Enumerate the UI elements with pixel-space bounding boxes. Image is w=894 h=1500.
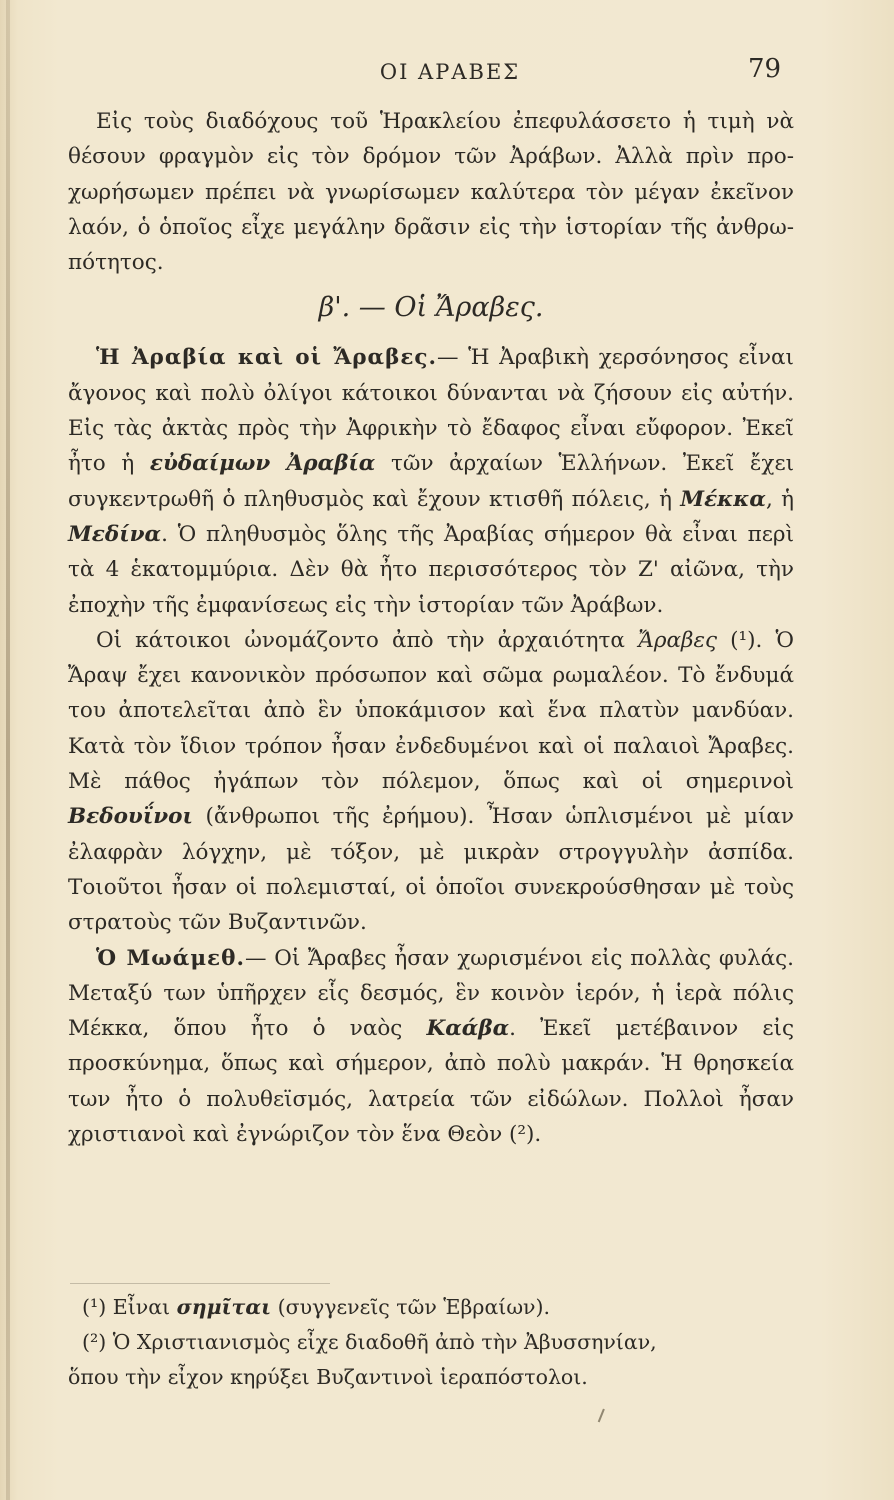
footnote-2 [68, 1325, 794, 1360]
intro-line-4: λαόν, ὁ ὁποῖος εἶχε μεγάλην δρᾶσιν εἰς τὴν ἱστορίαν τῆς ἀνθρω- [68, 214, 794, 240]
emphasis-term: Μέκκα [680, 486, 766, 512]
running-head: ΟΙ ΑΡΑΒΕΣ [379, 60, 521, 84]
footnote-text: (¹) Εἶναι [82, 1295, 171, 1319]
paragraph-text: — Ἡ Ἀραβικὴ χερσόνησος εἶναι ἄγονος καὶ πολὺ ὀλίγοι κάτοικοι δύνανται νὰ ζήσουν εἰς αὐτήν. Εἰς τὰς ἀκτὰς πρὸς τὴν Ἀφρικὴν τὸ ἔδαφος εἶναι εὔφορον. Ἐκεῖ ἦτο ἡ [68, 345, 794, 477]
emphasis-term: σημῖται [176, 1295, 272, 1319]
paragraph-text: τῶν ἀρχαίων Ἑλλήνων. Ἐκεῖ ἔχει συγκεντρωθῆ ὁ πληθυσμὸς καὶ ἔχουν κτισθῆ πόλεις, ἡ [68, 451, 795, 512]
paragraph-text: (ἄνθρωποι τῆς ἐρήμου). Ἦσαν ὡπλισμένοι μὲ μίαν ἐλαφρὰν λόγχην, μὲ τόξον, μὲ μικρὰν στρογγυλὴν ἀσπίδα. Τοιοῦτοι ἦσαν οἱ πολεμισταί, οἱ ὁποῖοι συνεκρούσθησαν μὲ τοὺς στρατοὺς τῶν Βυζαντινῶν. [68, 804, 794, 936]
intro-line-1: Εἰς τοὺς διαδόχους τοῦ Ἡρακλείου ἐπεφυλάσσετο ἡ τιμὴ νὰ [96, 109, 794, 134]
paragraph-heading-mohammed: Ὁ Μωάμεθ. [96, 945, 245, 971]
paragraph-inhabitants [68, 623, 794, 941]
footnote-text: (²) Ὁ Χριστιανισμὸς εἶχε διαδοθῆ ἀπὸ τὴν Ἀβυσσηνίαν, [82, 1330, 657, 1354]
paragraph-text: — Οἱ Ἄραβες ἦσαν χωρισμένοι εἰς πολλὰς φυλάς. Μεταξύ των ὑπῆρχεν εἷς δεσμός, ἓν κοινὸν ἱερόν, ἡ ἱερὰ πόλις Μέκκα, ὅπου ἦτο ὁ ναὸς [68, 945, 794, 1042]
paragraph-mohammed [68, 941, 794, 1153]
footnote-1 [68, 1290, 794, 1325]
emphasis-term: εὐδαίμων Ἀραβία [149, 451, 376, 477]
intro-line-5: πότητος. [68, 250, 164, 276]
page-number: 79 [748, 54, 782, 84]
intro-line-3: χωρήσωμεν πρέπει νὰ γνωρίσωμεν καλύτερα τὸν μέγαν ἐκεῖνον [68, 179, 794, 205]
emphasis-term: Βεδουΐνοι [68, 804, 193, 830]
footnote-2-continuation [68, 1360, 794, 1395]
emphasis-term: Ἄραβες [638, 627, 718, 653]
footnote-text: (συγγενεῖς τῶν Ἑβραίων). [277, 1295, 551, 1319]
paragraph-arabia [68, 340, 794, 622]
paragraph-text: Οἱ κάτοικοι ὠνομάζοντο ἀπὸ τὴν ἀρχαιότητα [96, 627, 625, 653]
emphasis-term: Μεδίνα [68, 521, 162, 547]
paragraph-text: . Ἐκεῖ μετέβαινον εἰς προσκύνημα, ὅπως καὶ σήμερον, ἀπὸ πολὺ μακράν. Ἡ θρησκεία των ἦτο ὁ πολυθεϊσμός, λατρεία τῶν εἰδώλων. Πολλοὶ ἦσαν χριστιανοὶ καὶ ἐγνώριζον τὸν ἕνα Θεὸν (²). [68, 1016, 794, 1148]
footnotes [68, 1290, 794, 1395]
section-title: β'. — Οἱ Ἄραβες. [318, 292, 544, 324]
pencil-mark [598, 1409, 613, 1426]
emphasis-term: Καάβα [426, 1016, 510, 1042]
footnote-text: ὅπου τὴν εἶχον κηρύξει Βυζαντινοὶ ἱεραπόστολοι. [68, 1365, 588, 1389]
main-text [68, 104, 794, 1152]
binding-gutter [6, 0, 10, 1500]
intro-line-2: θέσουν φραγμὸν εἰς τὸν δρόμον τῶν Ἀράβων. Ἀλλὰ πρὶν προ- [68, 144, 794, 170]
intro-paragraph [68, 104, 794, 280]
paragraph-text: . Ὁ πληθυσμὸς ὅλης τῆς Ἀραβίας σήμερον θὰ εἶναι περὶ τὰ 4 ἑκατομμύρια. Δὲν θὰ ἦτο περισσότερος τὸν Ζ' αἰῶνα, τὴν ἐποχὴν τῆς ἐμφανίσεως εἰς τὴν ἱστορίαν τῶν Ἀράβων. [68, 521, 794, 618]
paragraph-text: (¹). Ὁ Ἄραψ ἔχει κανονικὸν πρόσωπον καὶ σῶμα ρωμαλέον. Τὸ ἔνδυμά του ἀποτελεῖται ἀπὸ ἓν ὑποκάμισον καὶ ἕνα πλατὺν μανδύαν. Κατὰ τὸν ἴδιον τρόπον ἦσαν ἐνδεδυμένοι καὶ οἱ παλαιοὶ Ἄραβες. Μὲ πάθος ἠγάπων τὸν πόλεμον, ὅπως καὶ οἱ σημερινοὶ [68, 627, 794, 795]
paragraph-heading-arabia: Ἡ Ἀραβία καὶ οἱ Ἄραβες. [96, 345, 437, 371]
paragraph-text: , ἡ [765, 486, 794, 512]
footnote-rule [70, 1283, 330, 1284]
